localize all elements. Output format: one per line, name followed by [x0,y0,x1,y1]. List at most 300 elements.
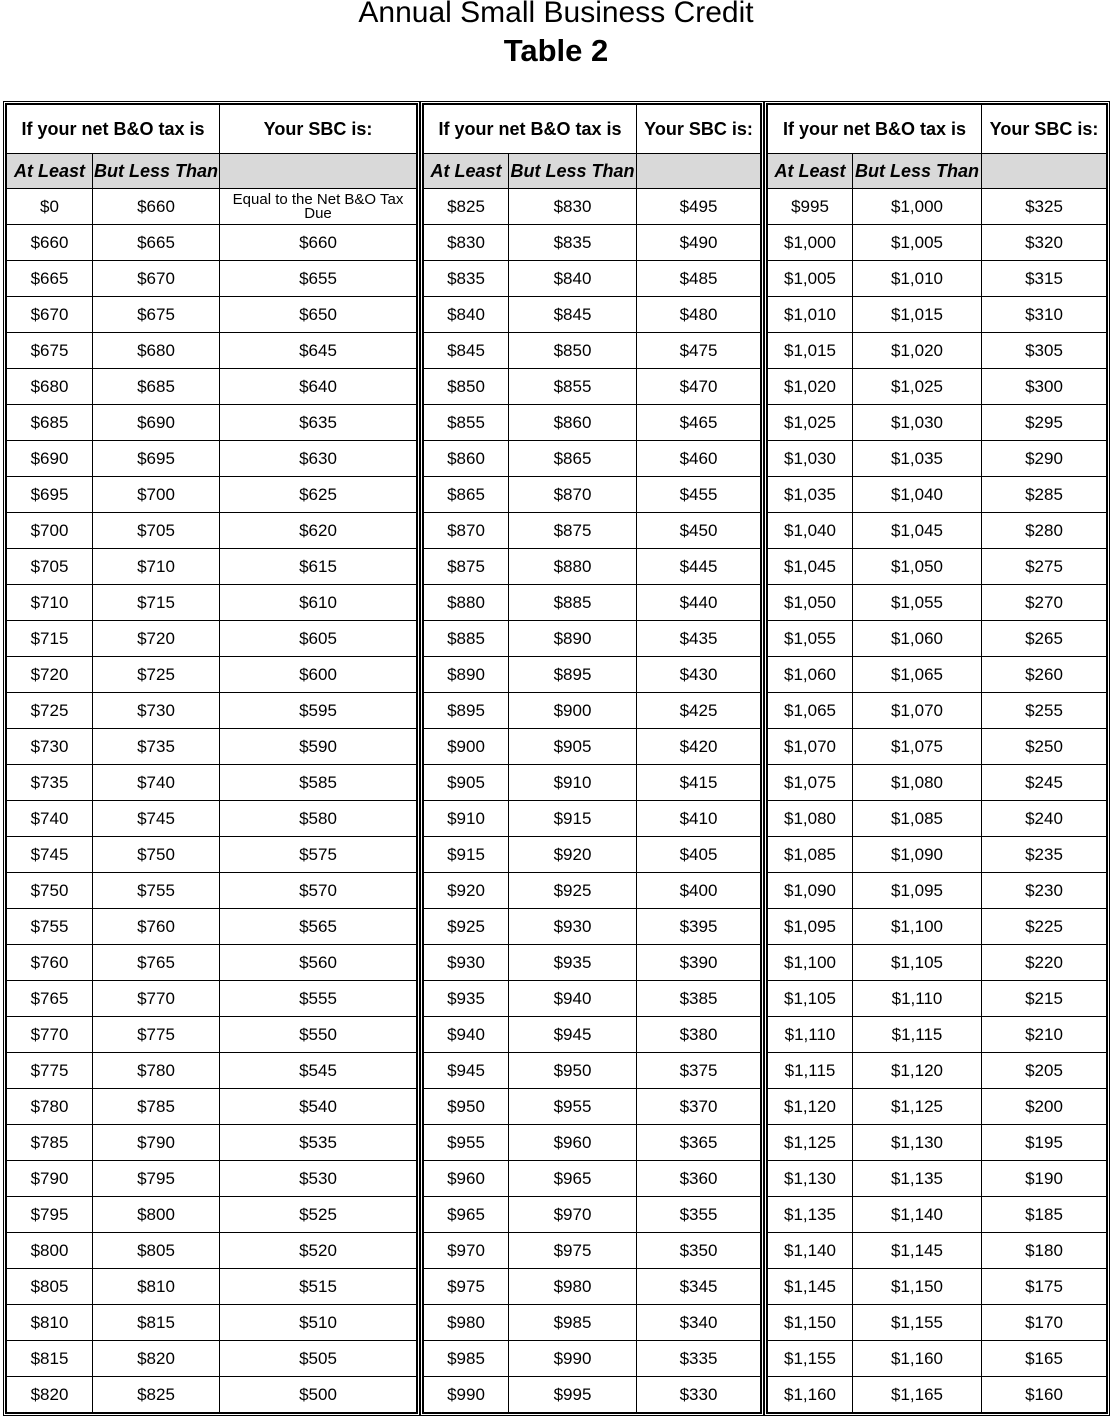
but-less-than-cell: $890 [509,621,637,657]
sbc-cell: $650 [220,297,417,333]
table-row [768,873,1107,909]
sbc-cell: $585 [220,765,417,801]
range-header: If your net B&O tax is [424,105,637,154]
table-row [768,837,1107,873]
but-less-than-cell: $820 [93,1341,220,1377]
at-least-cell: $880 [424,585,509,621]
at-least-cell: $1,100 [768,945,853,981]
but-less-than-cell: $665 [93,225,220,261]
at-least-cell: $1,090 [768,873,853,909]
at-least-cell: $810 [7,1305,93,1341]
table-row [768,765,1107,801]
sbc-cell: $310 [982,297,1107,333]
table-row [424,369,761,405]
credit-table-panel-2 [420,101,764,1416]
sbc-cell: $440 [637,585,761,621]
at-least-cell: $1,000 [768,225,853,261]
header-row [7,105,417,154]
at-least-cell: $850 [424,369,509,405]
but-less-than-cell: $1,030 [853,405,982,441]
but-less-than-cell: $980 [509,1269,637,1305]
sbc-cell: $365 [637,1125,761,1161]
but-less-than-cell: $845 [509,297,637,333]
but-less-than-cell: $1,115 [853,1017,982,1053]
sbc-cell: $350 [637,1233,761,1269]
at-least-cell: $980 [424,1305,509,1341]
sbc-cell: $185 [982,1197,1107,1233]
table-row [768,1089,1107,1125]
sbc-cell: $215 [982,981,1107,1017]
at-least-cell: $780 [7,1089,93,1125]
at-least-cell: $1,095 [768,909,853,945]
sbc-cell: Equal to the Net B&O Tax Due [220,189,417,225]
but-less-than-cell: $830 [509,189,637,225]
sbc-cell: $160 [982,1377,1107,1413]
at-least-cell: $960 [424,1161,509,1197]
at-least-cell: $940 [424,1017,509,1053]
credit-table-panel-1 [3,101,420,1416]
but-less-than-cell: $815 [93,1305,220,1341]
table-row [424,1017,761,1053]
table-row [768,225,1107,261]
table-row [7,261,417,297]
but-less-than-cell: $660 [93,189,220,225]
but-less-than-cell: $865 [509,441,637,477]
sbc-cell: $425 [637,693,761,729]
at-least-cell: $875 [424,549,509,585]
table-row [424,405,761,441]
but-less-than-cell: $685 [93,369,220,405]
sbc-cell: $285 [982,477,1107,513]
sbc-cell: $170 [982,1305,1107,1341]
table-row [7,513,417,549]
table-row [7,837,417,873]
table-row [424,1269,761,1305]
table-row [7,477,417,513]
table-row [424,189,761,225]
at-least-cell: $840 [424,297,509,333]
at-least-cell: $1,130 [768,1161,853,1197]
sbc-cell: $200 [982,1089,1107,1125]
sbc-cell: $260 [982,657,1107,693]
sbc-cell: $255 [982,693,1107,729]
at-least-cell: $775 [7,1053,93,1089]
at-least-cell: $825 [424,189,509,225]
sbc-cell: $500 [220,1377,417,1413]
at-least-cell: $695 [7,477,93,513]
but-less-than-cell: $895 [509,657,637,693]
credit-header: Your SBC is: [637,105,761,154]
at-least-cell: $770 [7,1017,93,1053]
at-least-cell: $910 [424,801,509,837]
but-less-than-cell: $710 [93,549,220,585]
at-least-cell: $1,140 [768,1233,853,1269]
but-less-than-cell: $955 [509,1089,637,1125]
table-row [7,1125,417,1161]
table-row [424,1305,761,1341]
sbc-cell: $305 [982,333,1107,369]
sbc-cell: $300 [982,369,1107,405]
sbc-cell: $570 [220,873,417,909]
at-least-cell: $975 [424,1269,509,1305]
at-least-header: At Least [768,154,853,189]
table-row [424,693,761,729]
subheader-row [7,154,417,189]
sbc-cell: $615 [220,549,417,585]
but-less-than-cell: $755 [93,873,220,909]
at-least-cell: $720 [7,657,93,693]
sbc-cell: $295 [982,405,1107,441]
but-less-than-cell: $945 [509,1017,637,1053]
but-less-than-cell: $770 [93,981,220,1017]
at-least-cell: $710 [7,585,93,621]
at-least-cell: $670 [7,297,93,333]
at-least-cell: $1,085 [768,837,853,873]
at-least-cell: $1,065 [768,693,853,729]
but-less-than-cell: $990 [509,1341,637,1377]
but-less-than-cell: $1,025 [853,369,982,405]
table-row [7,1233,417,1269]
sbc-cell: $280 [982,513,1107,549]
at-least-cell: $815 [7,1341,93,1377]
table-row [7,297,417,333]
but-less-than-cell: $1,150 [853,1269,982,1305]
but-less-than-cell: $1,155 [853,1305,982,1341]
table-row [424,1233,761,1269]
sbc-cell: $225 [982,909,1107,945]
at-least-cell: $735 [7,765,93,801]
but-less-than-cell: $870 [509,477,637,513]
at-least-cell: $675 [7,333,93,369]
but-less-than-cell: $970 [509,1197,637,1233]
title-block [0,0,1112,68]
credit-table-panel-3 [764,101,1110,1416]
header-row [768,105,1107,154]
sbc-cell: $460 [637,441,761,477]
at-least-cell: $755 [7,909,93,945]
but-less-than-cell: $985 [509,1305,637,1341]
but-less-than-cell: $1,085 [853,801,982,837]
but-less-than-cell: $1,070 [853,693,982,729]
but-less-than-cell: $825 [93,1377,220,1413]
but-less-than-cell: $940 [509,981,637,1017]
table-row [768,585,1107,621]
but-less-than-cell: $775 [93,1017,220,1053]
at-least-cell: $0 [7,189,93,225]
sbc-cell: $590 [220,729,417,765]
table-row [424,765,761,801]
but-less-than-cell: $700 [93,477,220,513]
sbc-cell: $180 [982,1233,1107,1269]
but-less-than-cell: $1,080 [853,765,982,801]
table-row [7,1161,417,1197]
table-row [768,333,1107,369]
blank-header [220,154,417,189]
but-less-than-cell: $735 [93,729,220,765]
at-least-cell: $765 [7,981,93,1017]
but-less-than-cell: $750 [93,837,220,873]
table-row [768,1305,1107,1341]
table-row [768,477,1107,513]
table-row [7,1197,417,1233]
but-less-than-cell: $1,005 [853,225,982,261]
table-row [768,1125,1107,1161]
at-least-cell: $915 [424,837,509,873]
sbc-cell: $620 [220,513,417,549]
but-less-than-cell: $875 [509,513,637,549]
sbc-cell: $335 [637,1341,761,1377]
but-less-than-cell: $1,100 [853,909,982,945]
at-least-cell: $900 [424,729,509,765]
but-less-than-cell: $1,050 [853,549,982,585]
table-row [768,1053,1107,1089]
at-least-cell: $660 [7,225,93,261]
sbc-cell: $610 [220,585,417,621]
but-less-than-cell: $745 [93,801,220,837]
sbc-cell: $290 [982,441,1107,477]
but-less-than-cell: $1,065 [853,657,982,693]
but-less-than-cell: $835 [509,225,637,261]
sbc-cell: $340 [637,1305,761,1341]
but-less-than-cell: $1,165 [853,1377,982,1413]
but-less-than-cell: $925 [509,873,637,909]
sbc-cell: $380 [637,1017,761,1053]
at-least-cell: $745 [7,837,93,873]
sbc-cell: $490 [637,225,761,261]
sbc-cell: $220 [982,945,1107,981]
sbc-cell: $560 [220,945,417,981]
but-less-than-cell: $1,055 [853,585,982,621]
table-row [7,1305,417,1341]
sbc-cell: $465 [637,405,761,441]
table-row [7,945,417,981]
at-least-cell: $1,110 [768,1017,853,1053]
at-least-cell: $1,060 [768,657,853,693]
sbc-cell: $250 [982,729,1107,765]
but-less-than-header: But Less Than [509,154,637,189]
but-less-than-cell: $760 [93,909,220,945]
sbc-cell: $505 [220,1341,417,1377]
but-less-than-cell: $800 [93,1197,220,1233]
sbc-cell: $205 [982,1053,1107,1089]
table-row [7,441,417,477]
table-row [7,729,417,765]
sbc-cell: $400 [637,873,761,909]
at-least-cell: $1,105 [768,981,853,1017]
at-least-cell: $1,115 [768,1053,853,1089]
table-row [768,369,1107,405]
table-row [424,297,761,333]
at-least-cell: $1,150 [768,1305,853,1341]
but-less-than-cell: $1,145 [853,1233,982,1269]
sbc-cell: $530 [220,1161,417,1197]
at-least-cell: $690 [7,441,93,477]
but-less-than-cell: $1,105 [853,945,982,981]
table-row [768,657,1107,693]
at-least-cell: $925 [424,909,509,945]
table-row [424,513,761,549]
but-less-than-cell: $1,120 [853,1053,982,1089]
at-least-cell: $965 [424,1197,509,1233]
at-least-cell: $1,030 [768,441,853,477]
at-least-cell: $860 [424,441,509,477]
table-row [768,909,1107,945]
at-least-cell: $830 [424,225,509,261]
sbc-cell: $360 [637,1161,761,1197]
table-row [7,1017,417,1053]
at-least-cell: $835 [424,261,509,297]
table-row [424,477,761,513]
but-less-than-cell: $995 [509,1377,637,1413]
sbc-cell: $445 [637,549,761,585]
at-least-cell: $760 [7,945,93,981]
but-less-than-cell: $695 [93,441,220,477]
sbc-cell: $635 [220,405,417,441]
table-row [424,225,761,261]
sbc-cell: $480 [637,297,761,333]
table-row [768,1161,1107,1197]
table-row [7,909,417,945]
but-less-than-cell: $730 [93,693,220,729]
at-least-cell: $865 [424,477,509,513]
range-header: If your net B&O tax is [7,105,220,154]
table-row [7,657,417,693]
table-row [768,1233,1107,1269]
sbc-cell: $540 [220,1089,417,1125]
credit-table [6,104,417,1413]
sbc-cell: $175 [982,1269,1107,1305]
at-least-cell: $945 [424,1053,509,1089]
sbc-cell: $245 [982,765,1107,801]
at-least-cell: $990 [424,1377,509,1413]
but-less-than-cell: $725 [93,657,220,693]
but-less-than-cell: $905 [509,729,637,765]
but-less-than-cell: $1,090 [853,837,982,873]
at-least-cell: $855 [424,405,509,441]
at-least-cell: $730 [7,729,93,765]
table-row [424,657,761,693]
table-row [424,1377,761,1413]
sbc-cell: $420 [637,729,761,765]
at-least-cell: $885 [424,621,509,657]
table-row [424,981,761,1017]
at-least-cell: $845 [424,333,509,369]
table-row [424,873,761,909]
but-less-than-cell: $1,110 [853,981,982,1017]
but-less-than-cell: $1,075 [853,729,982,765]
at-least-cell: $740 [7,801,93,837]
table-row [424,801,761,837]
at-least-cell: $705 [7,549,93,585]
table-row [768,729,1107,765]
but-less-than-cell: $1,000 [853,189,982,225]
table-row [7,1341,417,1377]
table-title: Table 2 [503,33,609,68]
credit-header: Your SBC is: [220,105,417,154]
table-row [7,549,417,585]
range-header: If your net B&O tax is [768,105,982,154]
but-less-than-header: But Less Than [853,154,982,189]
sbc-cell: $375 [637,1053,761,1089]
credit-table [767,104,1107,1413]
but-less-than-cell: $1,135 [853,1161,982,1197]
table-row [7,225,417,261]
but-less-than-cell: $915 [509,801,637,837]
at-least-cell: $805 [7,1269,93,1305]
at-least-cell: $955 [424,1125,509,1161]
but-less-than-cell: $715 [93,585,220,621]
sbc-cell: $390 [637,945,761,981]
but-less-than-cell: $1,015 [853,297,982,333]
at-least-cell: $1,160 [768,1377,853,1413]
at-least-cell: $1,040 [768,513,853,549]
table-body [424,189,761,1413]
at-least-cell: $930 [424,945,509,981]
at-least-cell: $870 [424,513,509,549]
sbc-cell: $510 [220,1305,417,1341]
but-less-than-cell: $680 [93,333,220,369]
at-least-cell: $680 [7,369,93,405]
but-less-than-cell: $1,140 [853,1197,982,1233]
table-row [424,261,761,297]
but-less-than-cell: $850 [509,333,637,369]
table-row [424,1197,761,1233]
table-row [768,1341,1107,1377]
sbc-cell: $515 [220,1269,417,1305]
table-row [768,981,1107,1017]
subheader-row [768,154,1107,189]
table-row [7,333,417,369]
table-row [7,981,417,1017]
sbc-cell: $410 [637,801,761,837]
at-least-cell: $1,070 [768,729,853,765]
at-least-cell: $1,075 [768,765,853,801]
sbc-cell: $485 [637,261,761,297]
sbc-cell: $495 [637,189,761,225]
table-row [424,837,761,873]
sbc-cell: $605 [220,621,417,657]
but-less-than-cell: $795 [93,1161,220,1197]
at-least-cell: $1,055 [768,621,853,657]
but-less-than-cell: $690 [93,405,220,441]
table-row [7,369,417,405]
sbc-cell: $415 [637,765,761,801]
sbc-cell: $450 [637,513,761,549]
subheader-row [424,154,761,189]
table-row [424,1125,761,1161]
at-least-cell: $1,155 [768,1341,853,1377]
sbc-cell: $275 [982,549,1107,585]
at-least-cell: $935 [424,981,509,1017]
but-less-than-cell: $1,130 [853,1125,982,1161]
table-row [768,621,1107,657]
table-row [7,1269,417,1305]
sbc-cell: $470 [637,369,761,405]
table-row [7,585,417,621]
sbc-cell: $640 [220,369,417,405]
table-row [7,405,417,441]
table-row [768,261,1107,297]
sbc-cell: $555 [220,981,417,1017]
but-less-than-cell: $910 [509,765,637,801]
but-less-than-cell: $1,095 [853,873,982,909]
but-less-than-cell: $840 [509,261,637,297]
sbc-cell: $545 [220,1053,417,1089]
table-row [7,693,417,729]
table-row [768,1269,1107,1305]
but-less-than-cell: $975 [509,1233,637,1269]
sbc-cell: $645 [220,333,417,369]
